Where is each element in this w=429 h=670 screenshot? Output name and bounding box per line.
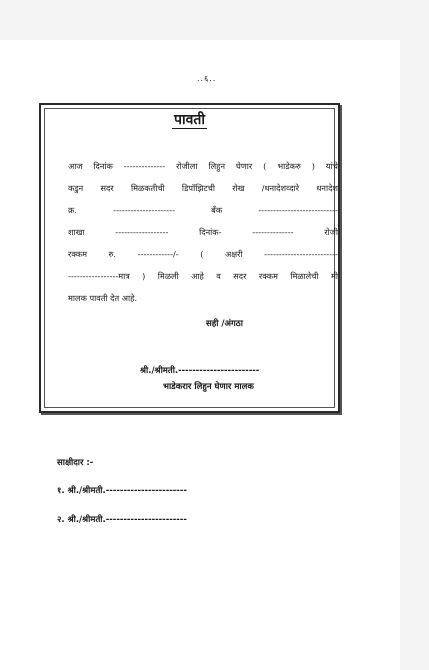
signature-label: सही /अंगठा — [206, 319, 243, 329]
receipt-line-1: आज दिनांक -------------- रोजीला लिहुन घेणार ( भाडेकरु ) यांचे — [68, 161, 338, 171]
owner-caption: भाडेकरार लिहुन घेणार मालक — [163, 382, 254, 392]
receipt-line-2: कडुन सदर मिळकतीची डिपॉझिटची रोख /धनादेशव्दारे धनादेश — [68, 183, 338, 193]
witness-line-2: २. श्री./श्रीमती.----------------------- — [57, 515, 187, 525]
witness-line-1: १. श्री./श्रीमती.----------------------- — [57, 486, 187, 496]
owner-name-line: श्री./श्रीमती.----------------------- — [140, 366, 260, 376]
receipt-line-6: -----------------मात्र ) मिळली आहे व सदर रक्कम मिळालेची मी — [68, 271, 338, 281]
receipt-title-text: पावती — [174, 112, 205, 128]
receipt-line-4: शाखा ------------------ दिनांक- -------------- रोजी — [68, 227, 338, 237]
receipt-line-7: मालक पावती देत आहे. — [68, 293, 138, 303]
receipt-line-3: क्र. --------------------- बँक --------------------------- — [68, 205, 338, 215]
page-number: ..६.. — [197, 74, 217, 83]
receipt-line-5: रक्कम रु. ------------/- ( अक्षरी ------------------------- — [68, 249, 338, 259]
receipt-body — [68, 155, 338, 309]
witnesses-label: साक्षीदार :- — [57, 458, 94, 468]
receipt-title — [41, 110, 338, 129]
